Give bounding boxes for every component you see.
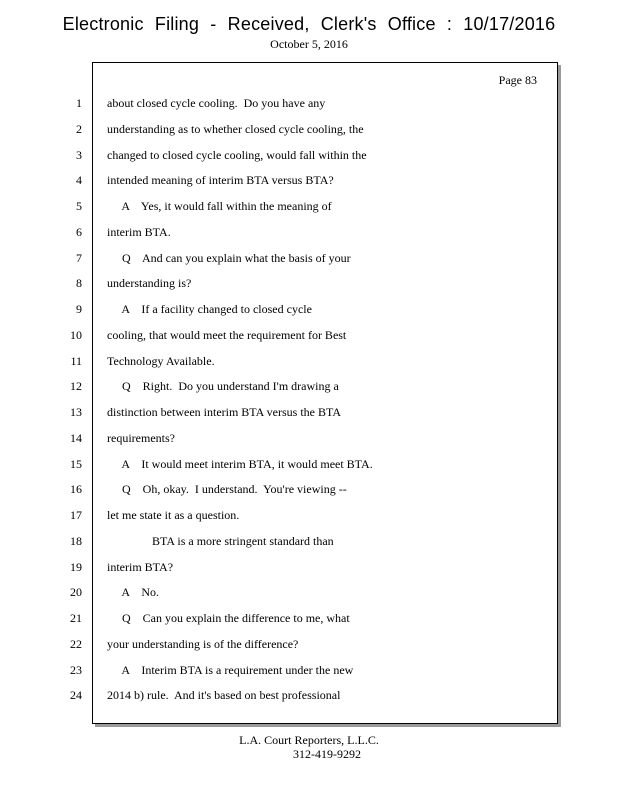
transcript-line: A Yes, it would fall within the meaning of [107, 199, 332, 213]
page-number: Page 83 [498, 73, 537, 87]
transcript-line: interim BTA. [107, 225, 171, 239]
line-number: 5 [76, 199, 82, 213]
line-number: 17 [70, 508, 82, 522]
transcript-line: Q Oh, okay. I understand. You're viewing -- [107, 482, 347, 496]
transcript-line: understanding is? [107, 276, 192, 290]
line-number: 16 [70, 482, 82, 496]
transcript-line: Technology Available. [107, 354, 215, 368]
line-number: 2 [76, 122, 82, 136]
line-number: 23 [70, 663, 82, 677]
line-number: 21 [70, 611, 82, 625]
transcript-line: requirements? [107, 431, 175, 445]
line-number: 11 [70, 354, 82, 368]
transcript-line: interim BTA? [107, 560, 174, 574]
transcript-line: Q And can you explain what the basis of your [107, 251, 351, 265]
line-number: 22 [70, 637, 82, 651]
transcript-line: A Interim BTA is a requirement under the new [107, 663, 354, 677]
transcript-line: A It would meet interim BTA, it would meet BTA. [107, 457, 373, 471]
line-number: 7 [76, 251, 82, 265]
transcript-line: understanding as to whether closed cycle cooling, the [107, 122, 364, 136]
line-number: 8 [76, 276, 82, 290]
line-number: 24 [70, 688, 82, 702]
reporter-company: L.A. Court Reporters, L.L.C. [239, 733, 379, 747]
line-number: 12 [70, 379, 82, 393]
transcript-line: A If a facility changed to closed cycle [107, 302, 312, 316]
line-number: 19 [70, 560, 82, 574]
transcript-line: 2014 b) rule. And it's based on best professional [107, 688, 341, 702]
line-number: 9 [76, 302, 82, 316]
transcript-line: BTA is a more stringent standard than [107, 534, 334, 548]
transcript-line: about closed cycle cooling. Do you have any [107, 96, 326, 110]
transcript-line: A No. [107, 585, 160, 599]
reporter-phone: 312-419-9292 [293, 747, 361, 761]
transcript-line: cooling, that would meet the requirement for Best [107, 328, 347, 342]
deposition-date: October 5, 2016 [270, 37, 348, 51]
line-number: 18 [70, 534, 82, 548]
line-number: 14 [70, 431, 82, 445]
transcript-line: distinction between interim BTA versus the BTA [107, 405, 342, 419]
transcript-line: Q Right. Do you understand I'm drawing a [107, 379, 339, 393]
line-number: 6 [76, 225, 82, 239]
transcript-line: your understanding is of the difference? [107, 637, 299, 651]
transcript-line: changed to closed cycle cooling, would fall within the [107, 148, 367, 162]
line-number: 13 [70, 405, 82, 419]
line-number: 10 [70, 328, 82, 342]
transcript-line: intended meaning of interim BTA versus BTA? [107, 173, 334, 187]
line-number: 20 [70, 585, 82, 599]
filing-stamp: Electronic Filing - Received, Clerk's Office : 10/17/2016 [62, 14, 556, 34]
line-number: 1 [76, 96, 82, 110]
line-number: 3 [76, 148, 82, 162]
transcript-line: let me state it as a question. [107, 508, 240, 522]
transcript-line: Q Can you explain the difference to me, what [107, 611, 350, 625]
line-number: 4 [76, 173, 82, 187]
line-number: 15 [70, 457, 82, 471]
